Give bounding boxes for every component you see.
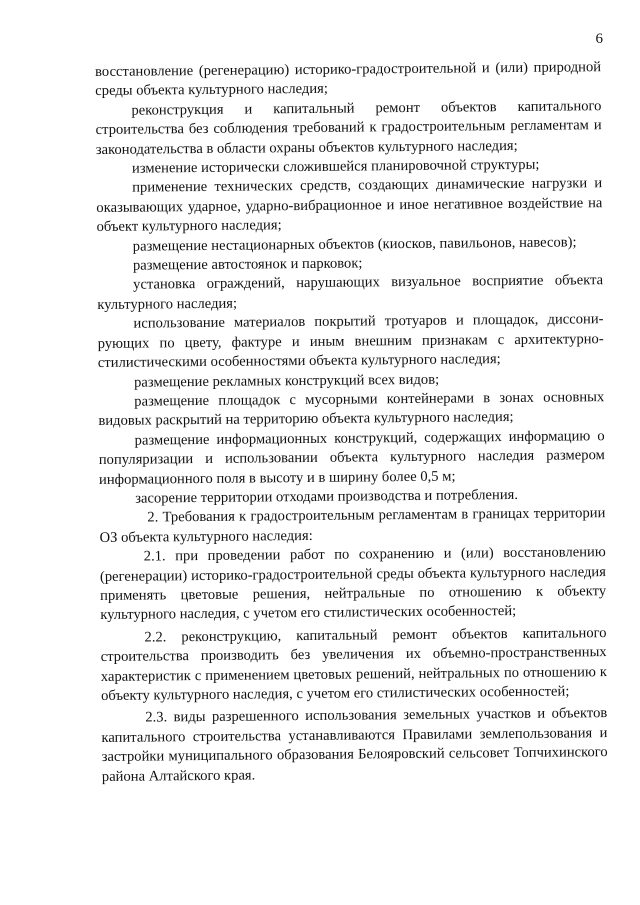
subsection-paragraph: 2.2. реконструкцию, капитальный ремонт объектов капитального строительства производить без увеличения их объемно-пространственных характеристик с применением цветовых решений, нейтральных по отношению к объекту культурного наследия, с учетом его стилистических особенностей; xyxy=(100,624,607,704)
list-item: использование материалов покрытий тротуаров и площадок, диссонирующих по цвету, фактуре и иным внешним признакам с архитектурно-стилистическими особенностями объекта культурного наследия; xyxy=(97,311,604,372)
list-item: изменение исторически сложившейся планировочной структуры; xyxy=(131,156,540,177)
paragraph-continuation: восстановление (регенерацию) историко-градостроительной и (или) природной среды объекта культурного наследия; xyxy=(95,59,602,100)
page-number: 6 xyxy=(595,31,603,47)
list-item: размещение рекламных конструкций всех видов; xyxy=(133,371,440,391)
section-heading: 2. Требования к градостроительным регламентам в границах территории ОЗ объекта культурного наследия: xyxy=(99,505,606,546)
list-item: размещение информационных конструкций, содержащих информацию о популяризации и использовании объекта культурного наследия размером информационного поля в высоту и в ширину более 0,5 м; xyxy=(98,427,605,488)
list-item: размещение автостоянок и парковок; xyxy=(132,255,363,274)
list-item: размещение нестационарных объектов (киосков, павильонов, навесов); xyxy=(132,234,577,255)
subsection-paragraph: 2.3. виды разрешенного использования земельных участков и объектов капитального строительства устанавливаются Правилами землепользования и застройки муниципального образования Белояровский сельсовет Топчихинского района Алтайского края. xyxy=(101,705,608,785)
document-body xyxy=(95,58,608,787)
list-item: размещение площадок с мусорными контейнерами в зонах основных видовых раскрытий на территорию объекта культурного наследия; xyxy=(98,389,605,430)
list-item: засорение территории отходами производства и потребления. xyxy=(135,486,519,507)
list-item: реконструкция и капитальный ремонт объектов капитального строительства без соблюдения требований к градостроительным регламентам и законодательства в области охраны объектов культурного наследия; xyxy=(95,97,602,158)
list-item: применение технических средств, создающих динамические нагрузки и оказывающих ударное, ударно-вибрационное и иное негативное воздействие на объект культурного наследия; xyxy=(96,175,603,236)
list-item: установка ограждений, нарушающих визуальное восприятие объекта культурного наследия; xyxy=(97,272,604,313)
subsection-paragraph: 2.1. при проведении работ по сохранению и (или) восстановлению (регенерации) историко-градостроительной среды объекта культурного наследия применять цветовые решения, нейтральные по отношению к объекту культурного наследия, с учетом его стилистических особенностей; xyxy=(99,544,607,624)
